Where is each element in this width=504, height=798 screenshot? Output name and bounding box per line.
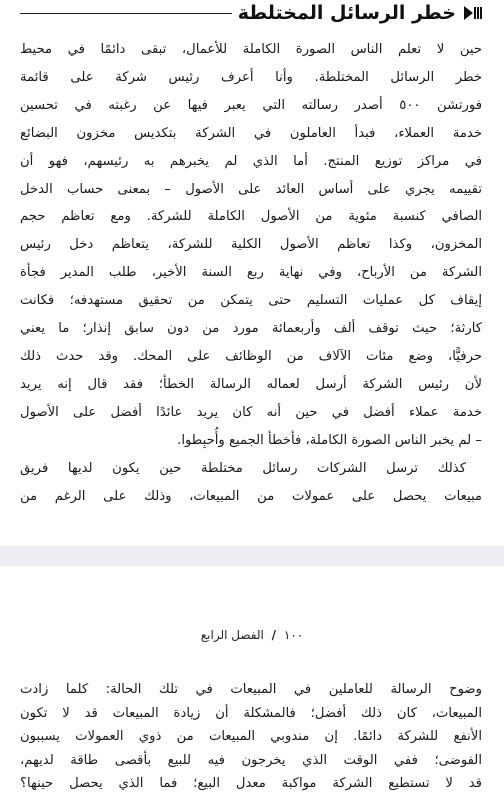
- text-line: الفوضى؛ ففي الوقت الذي يخرجون فيه للبيع بأقصى طاقة لديهم،: [20, 752, 482, 768]
- heading-marker-icon: [462, 6, 482, 20]
- bottom-page: [0, 566, 504, 798]
- text-line: لأن رئيس الشركة أرسل لعماله الرسالة الخطأ؛ فقد قال إنه يريد: [20, 376, 482, 392]
- text-line: مبيعات يحصل على عمولات من المبيعات، وذلك على الرغم من: [20, 488, 482, 504]
- text-line: – لم يخبر الناس الصورة الكاملة، فأخطأ الجميع وأُحبِطوا.: [177, 432, 482, 448]
- text-line: المبيعات، كان ذلك أفضل؛ فالمشكلة أن زيادة المبيعات قد لا تكون: [20, 705, 482, 721]
- text-line: وضوح الرسالة للعاملين في المبيعات في تلك الحالة: كلما زادت: [20, 682, 482, 697]
- text-line: تقييمه يجري على أساس العائد على الأصول – بمعنى حساب الدخل: [20, 181, 482, 197]
- running-head: [0, 628, 504, 642]
- text-line: خدمة عملاء أفضل في حين أنه كان يريد عائدًا أفضل على الأصول: [20, 404, 482, 420]
- text-line: كذلك ترسل الشركات رسائل مختلطة حين يكون لديها فريق: [20, 460, 466, 476]
- text-line: فورتشن ٥٠٠ أصدر رسالته التي يعبر فيها عن رغبته في تحسين: [20, 97, 482, 113]
- text-line: الشركة من الأرباح، وفي نهاية ربع السنة الأخير، طلب المدير فجأة: [20, 265, 482, 281]
- chapter-title: الفصل الرابع: [200, 628, 264, 642]
- text-line: الصافي كنسبة مئوية من الأصول الكاملة للشركة. ومع تعاظم حجم: [20, 209, 482, 225]
- text-line: المخزون، وكذا تعاظم الأصول الكلية للشركة، يتعاظم دخل رئيس: [20, 237, 482, 253]
- body-paragraphs-continued: [20, 678, 482, 796]
- text-line: في مراكز توزيع المنتج. أما الذي لم يخبرهم به رئيسهم، فهو أن: [20, 153, 482, 169]
- page-number: ١٠٠: [283, 628, 304, 642]
- text-line: إيقاف كل عمليات التسليم حتى يتمكن من تحقيق مستهدفه؛ فكانت: [20, 293, 482, 309]
- text-line: حرفيًّا، وضع مئات الآلاف من الوظائف على المحك. وقد حدث ذلك: [20, 348, 482, 364]
- section-heading: [20, 2, 482, 24]
- text-line: خدمة العملاء، فبدأ العاملون في الشركة بتكديس مخزون البضائع: [20, 125, 482, 141]
- section-title: خطر الرسائل المختلطة: [237, 2, 456, 24]
- page-separator: [0, 546, 504, 566]
- text-line: خطر الرسائل المختلطة. وأنا أعرف رئيس شركة على قائمة: [20, 69, 482, 85]
- text-line: حين لا تعلم الناس الصورة الكاملة للأعمال، تبقى دائمًا في محيط: [20, 42, 482, 57]
- body-paragraphs: [20, 36, 482, 510]
- heading-rule: [20, 13, 232, 14]
- text-line: الأنفع للشركة دائمًا. إن مندوبي المبيعات من ذوي العمولات يسببون: [20, 729, 482, 745]
- text-line: قد لا تستطيع الشركة مواكبة معدل البيع؛ فما الذي يحصل حينها؟: [20, 776, 482, 792]
- separator-mark: /: [271, 628, 277, 642]
- text-line: كارثة؛ حيث توقف ألف وأربعمائة مورد من دون سابق إنذار؛ ما يعني: [20, 321, 482, 337]
